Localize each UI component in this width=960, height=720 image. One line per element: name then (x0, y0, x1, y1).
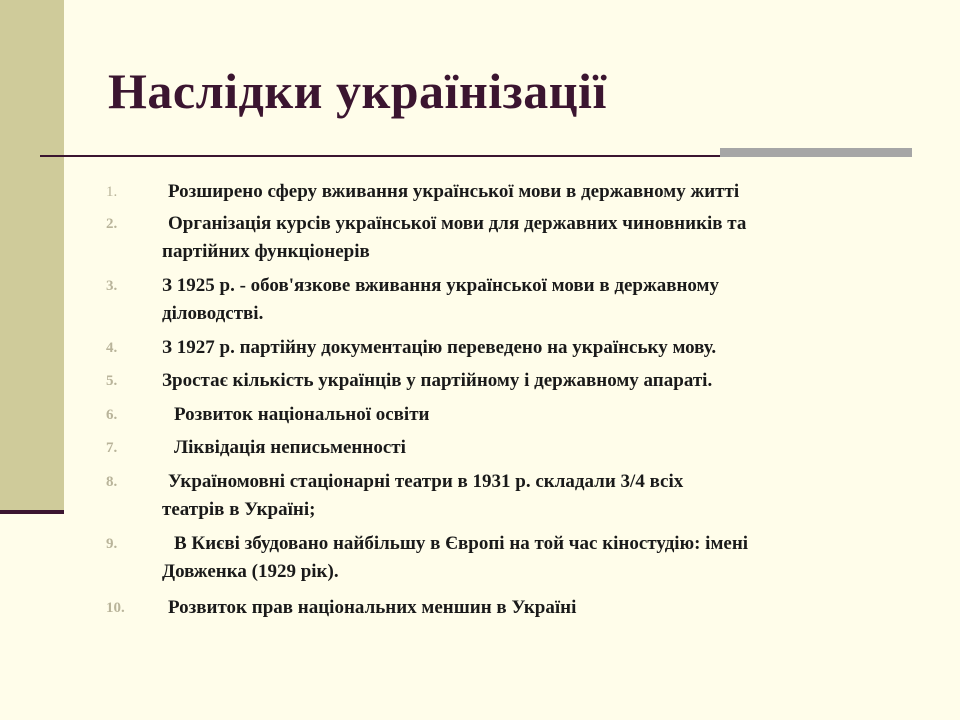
list-item-number: 8. (106, 474, 118, 490)
list-item-text: Розширено сферу вживання української мови в державному житті (168, 181, 740, 202)
list-item-text: Ліквідація неписьменності (174, 437, 406, 458)
list-item-text: Україномовні стаціонарні театри в 1931 р. складали 3/4 всіх (168, 471, 684, 492)
list-item-number: 2. (106, 216, 118, 232)
list-item-text: партійних функціонерів (162, 241, 370, 262)
list-item-text: Розвиток національної освіти (174, 404, 430, 425)
list-item-text: Зростає кількість українців у партійному і державному апараті. (162, 370, 713, 391)
list-item-number: 1. (106, 184, 118, 200)
list-item-text: Розвиток прав національних меншин в Україні (168, 597, 577, 618)
list-item-text: З 1925 р. - обов'язкове вживання української мови в державному (162, 275, 720, 296)
list-item-text: В Києві збудовано найбільшу в Європі на той час кіностудію: імені (174, 533, 749, 554)
slide-title: Наслідки українізації (108, 63, 607, 119)
list-item-number: 5. (106, 373, 118, 389)
list-item-text: Організація курсів української мови для державних чиновників та (168, 213, 747, 234)
list-item-number: 4. (106, 340, 118, 356)
list-item-text: З 1927 р. партійну документацію переведено на українську мову. (162, 337, 717, 358)
list-item-number: 10. (106, 600, 125, 616)
list-item-number: 7. (106, 440, 118, 456)
list-item-text: театрів в Україні; (162, 499, 316, 520)
list-item-number: 6. (106, 407, 118, 423)
list-item-number: 3. (106, 278, 118, 294)
list-item-number: 9. (106, 536, 118, 552)
list-item-text: Довженка (1929 рік). (162, 561, 339, 582)
list-item-text: діловодстві. (162, 303, 264, 324)
